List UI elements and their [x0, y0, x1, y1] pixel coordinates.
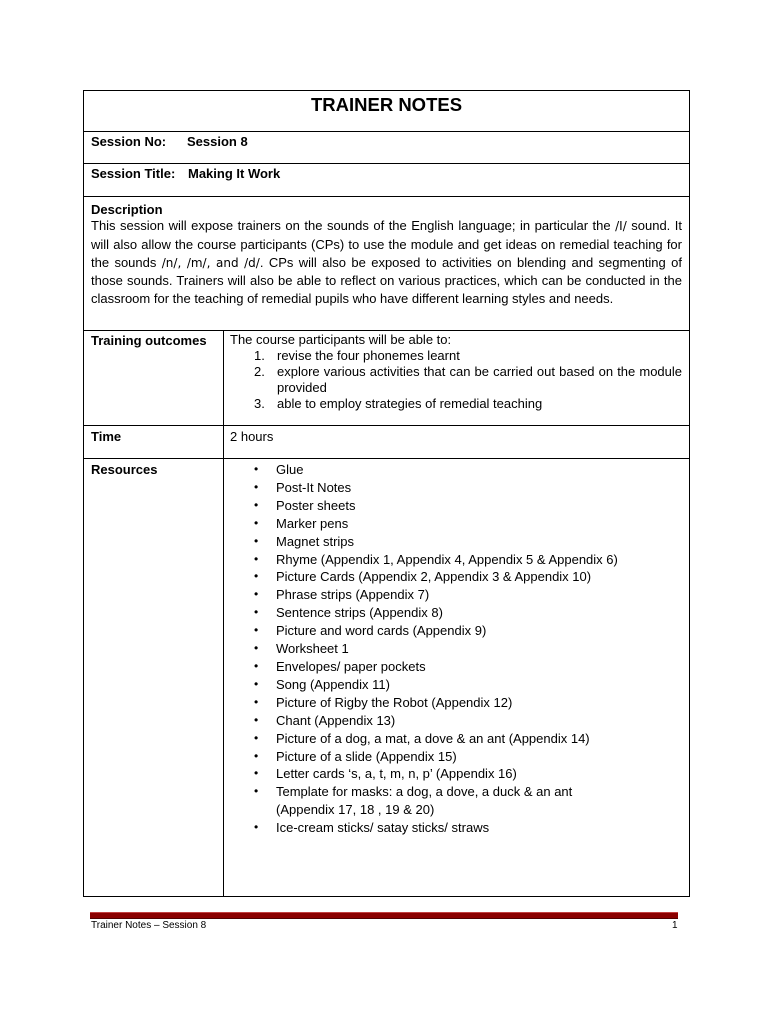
bullet-icon: •	[254, 730, 259, 745]
bullet-icon: •	[254, 605, 259, 620]
resource-item	[230, 622, 682, 640]
resource-text: Phrase strips (Appendix 7)	[276, 587, 430, 603]
session-title-row	[84, 163, 689, 196]
bullet-icon: •	[254, 676, 259, 691]
title-row	[84, 91, 689, 131]
outcome-text: explore various activities that can be carried out based on the module provided	[277, 364, 682, 395]
description-part: This session will expose trainers on the sounds of the English language; in particular the	[91, 218, 616, 233]
resource-item	[230, 461, 682, 479]
resource-item	[230, 515, 682, 533]
bullet-icon: •	[254, 551, 259, 566]
resource-item	[230, 586, 682, 604]
bullet-icon: •	[254, 820, 259, 835]
resource-text: Picture Cards (Appendix 2, Appendix 3 & Appendix 10)	[276, 569, 592, 585]
phoneme: /n/	[161, 255, 178, 270]
session-title-value: Making It Work	[188, 166, 281, 181]
resource-item	[230, 479, 682, 497]
time-value: 2 hours	[230, 429, 274, 444]
resource-item	[230, 604, 682, 622]
phoneme: /m/	[186, 255, 207, 270]
training-outcomes-label: Training outcomes	[91, 333, 207, 348]
resource-item	[230, 765, 682, 783]
outcome-number: 1.	[254, 348, 265, 363]
resource-text: Picture of a dog, a mat, a dove & an ant (Appendix 14)	[276, 730, 590, 746]
resource-item	[230, 497, 682, 515]
resource-item	[230, 533, 682, 551]
page-number: 1	[672, 920, 678, 931]
resources-content	[230, 461, 682, 837]
outcome-item	[230, 348, 682, 364]
bullet-icon: •	[254, 766, 259, 781]
trainer-notes-table	[83, 90, 690, 897]
resource-item	[230, 730, 682, 748]
description-separator: ,	[177, 255, 187, 270]
bullet-icon: •	[254, 497, 259, 512]
resource-text: Template for masks: a dog, a dove, a duck & an ant	[276, 784, 573, 800]
bullet-icon: •	[254, 462, 259, 476]
resource-text: Picture and word cards (Appendix 9)	[276, 623, 487, 639]
bullet-icon: •	[254, 748, 259, 763]
bullet-icon: •	[254, 569, 259, 584]
resource-item	[230, 640, 682, 658]
description-part: . CPs will also be exposed to activities on blending and segmenting of those sounds. Trainers will also be able to reflect on various practices, which can be conducted in the classroom for the teaching of remedial pupils who have different learning styles and needs.	[91, 254, 682, 307]
outcome-item	[230, 396, 682, 412]
resource-item	[230, 819, 682, 837]
resource-text: (Appendix 17, 18 , 19 & 20)	[276, 802, 435, 818]
resource-item	[230, 783, 682, 801]
session-no-value: Session 8	[187, 134, 248, 149]
description-row	[84, 196, 689, 330]
bullet-icon: •	[254, 587, 259, 602]
description-text	[91, 217, 682, 308]
resources-label: Resources	[91, 462, 158, 477]
footer-rule	[90, 912, 678, 919]
description-separator: , and	[206, 255, 245, 270]
outcome-text: revise the four phonemes learnt	[277, 348, 460, 363]
bullet-icon: •	[254, 694, 259, 709]
session-no-label: Session No:	[91, 134, 167, 149]
description-part: sound. It will also allow the course participants (CPs) to use the module and get ideas on remedial teaching for the sounds	[91, 218, 683, 270]
bullet-icon: •	[254, 533, 259, 548]
outcomes-list	[230, 348, 682, 412]
time-row	[84, 425, 689, 458]
resource-text: Picture of a slide (Appendix 15)	[276, 748, 457, 764]
resource-text: Poster sheets	[276, 497, 356, 513]
session-no-row	[84, 131, 689, 163]
resource-item	[230, 748, 682, 766]
bullet-icon: •	[254, 658, 259, 673]
resource-text: Sentence strips (Appendix 8)	[276, 605, 443, 621]
resource-item	[230, 712, 682, 730]
resource-text: Song (Appendix 11)	[276, 676, 390, 692]
bullet-icon: •	[254, 623, 259, 638]
resource-item	[230, 676, 682, 694]
resource-item	[230, 694, 682, 712]
resources-list	[230, 461, 682, 837]
bullet-icon: •	[254, 641, 259, 656]
resource-text: Post-It Notes	[276, 479, 352, 495]
resource-item	[230, 801, 682, 819]
bullet-icon: •	[254, 784, 259, 799]
outcomes-intro: The course participants will be able to:	[230, 332, 452, 347]
page-title: TRAINER NOTES	[310, 94, 463, 115]
training-outcomes-content	[230, 332, 682, 412]
outcome-item	[230, 364, 682, 396]
resource-text: Envelopes/ paper pockets	[276, 658, 426, 674]
outcome-text: able to employ strategies of remedial teaching	[277, 396, 543, 411]
resource-text: Worksheet 1	[276, 641, 349, 657]
outcome-number: 2.	[254, 364, 265, 379]
session-title-label: Session Title:	[91, 166, 176, 181]
resource-text: Marker pens	[276, 515, 349, 531]
resource-item	[230, 551, 682, 569]
resources-row	[84, 458, 689, 896]
resource-item	[230, 568, 682, 586]
phoneme: /d/	[244, 255, 260, 270]
resource-text: Rhyme (Appendix 1, Appendix 4, Appendix 5 & Appendix 6)	[276, 551, 618, 567]
resource-text: Glue	[276, 462, 304, 477]
description-heading: Description	[91, 202, 163, 217]
bullet-icon: •	[254, 515, 259, 530]
resource-item	[230, 658, 682, 676]
training-outcomes-row	[84, 330, 689, 425]
bullet-icon: •	[254, 712, 259, 727]
outcome-number: 3.	[254, 396, 265, 411]
resource-text: Letter cards ‘s, a, t, m, n, p’ (Appendix 16)	[276, 766, 517, 782]
resource-text: Magnet strips	[276, 533, 355, 549]
bullet-icon: •	[254, 479, 259, 494]
phoneme: /I/	[615, 219, 627, 233]
time-label: Time	[91, 429, 122, 444]
resource-text: Picture of Rigby the Robot (Appendix 12)	[276, 694, 513, 710]
footer-title: Trainer Notes – Session 8	[91, 920, 207, 931]
resource-text: Ice-cream sticks/ satay sticks/ straws	[276, 820, 490, 836]
resource-text: Chant (Appendix 13)	[276, 712, 396, 728]
